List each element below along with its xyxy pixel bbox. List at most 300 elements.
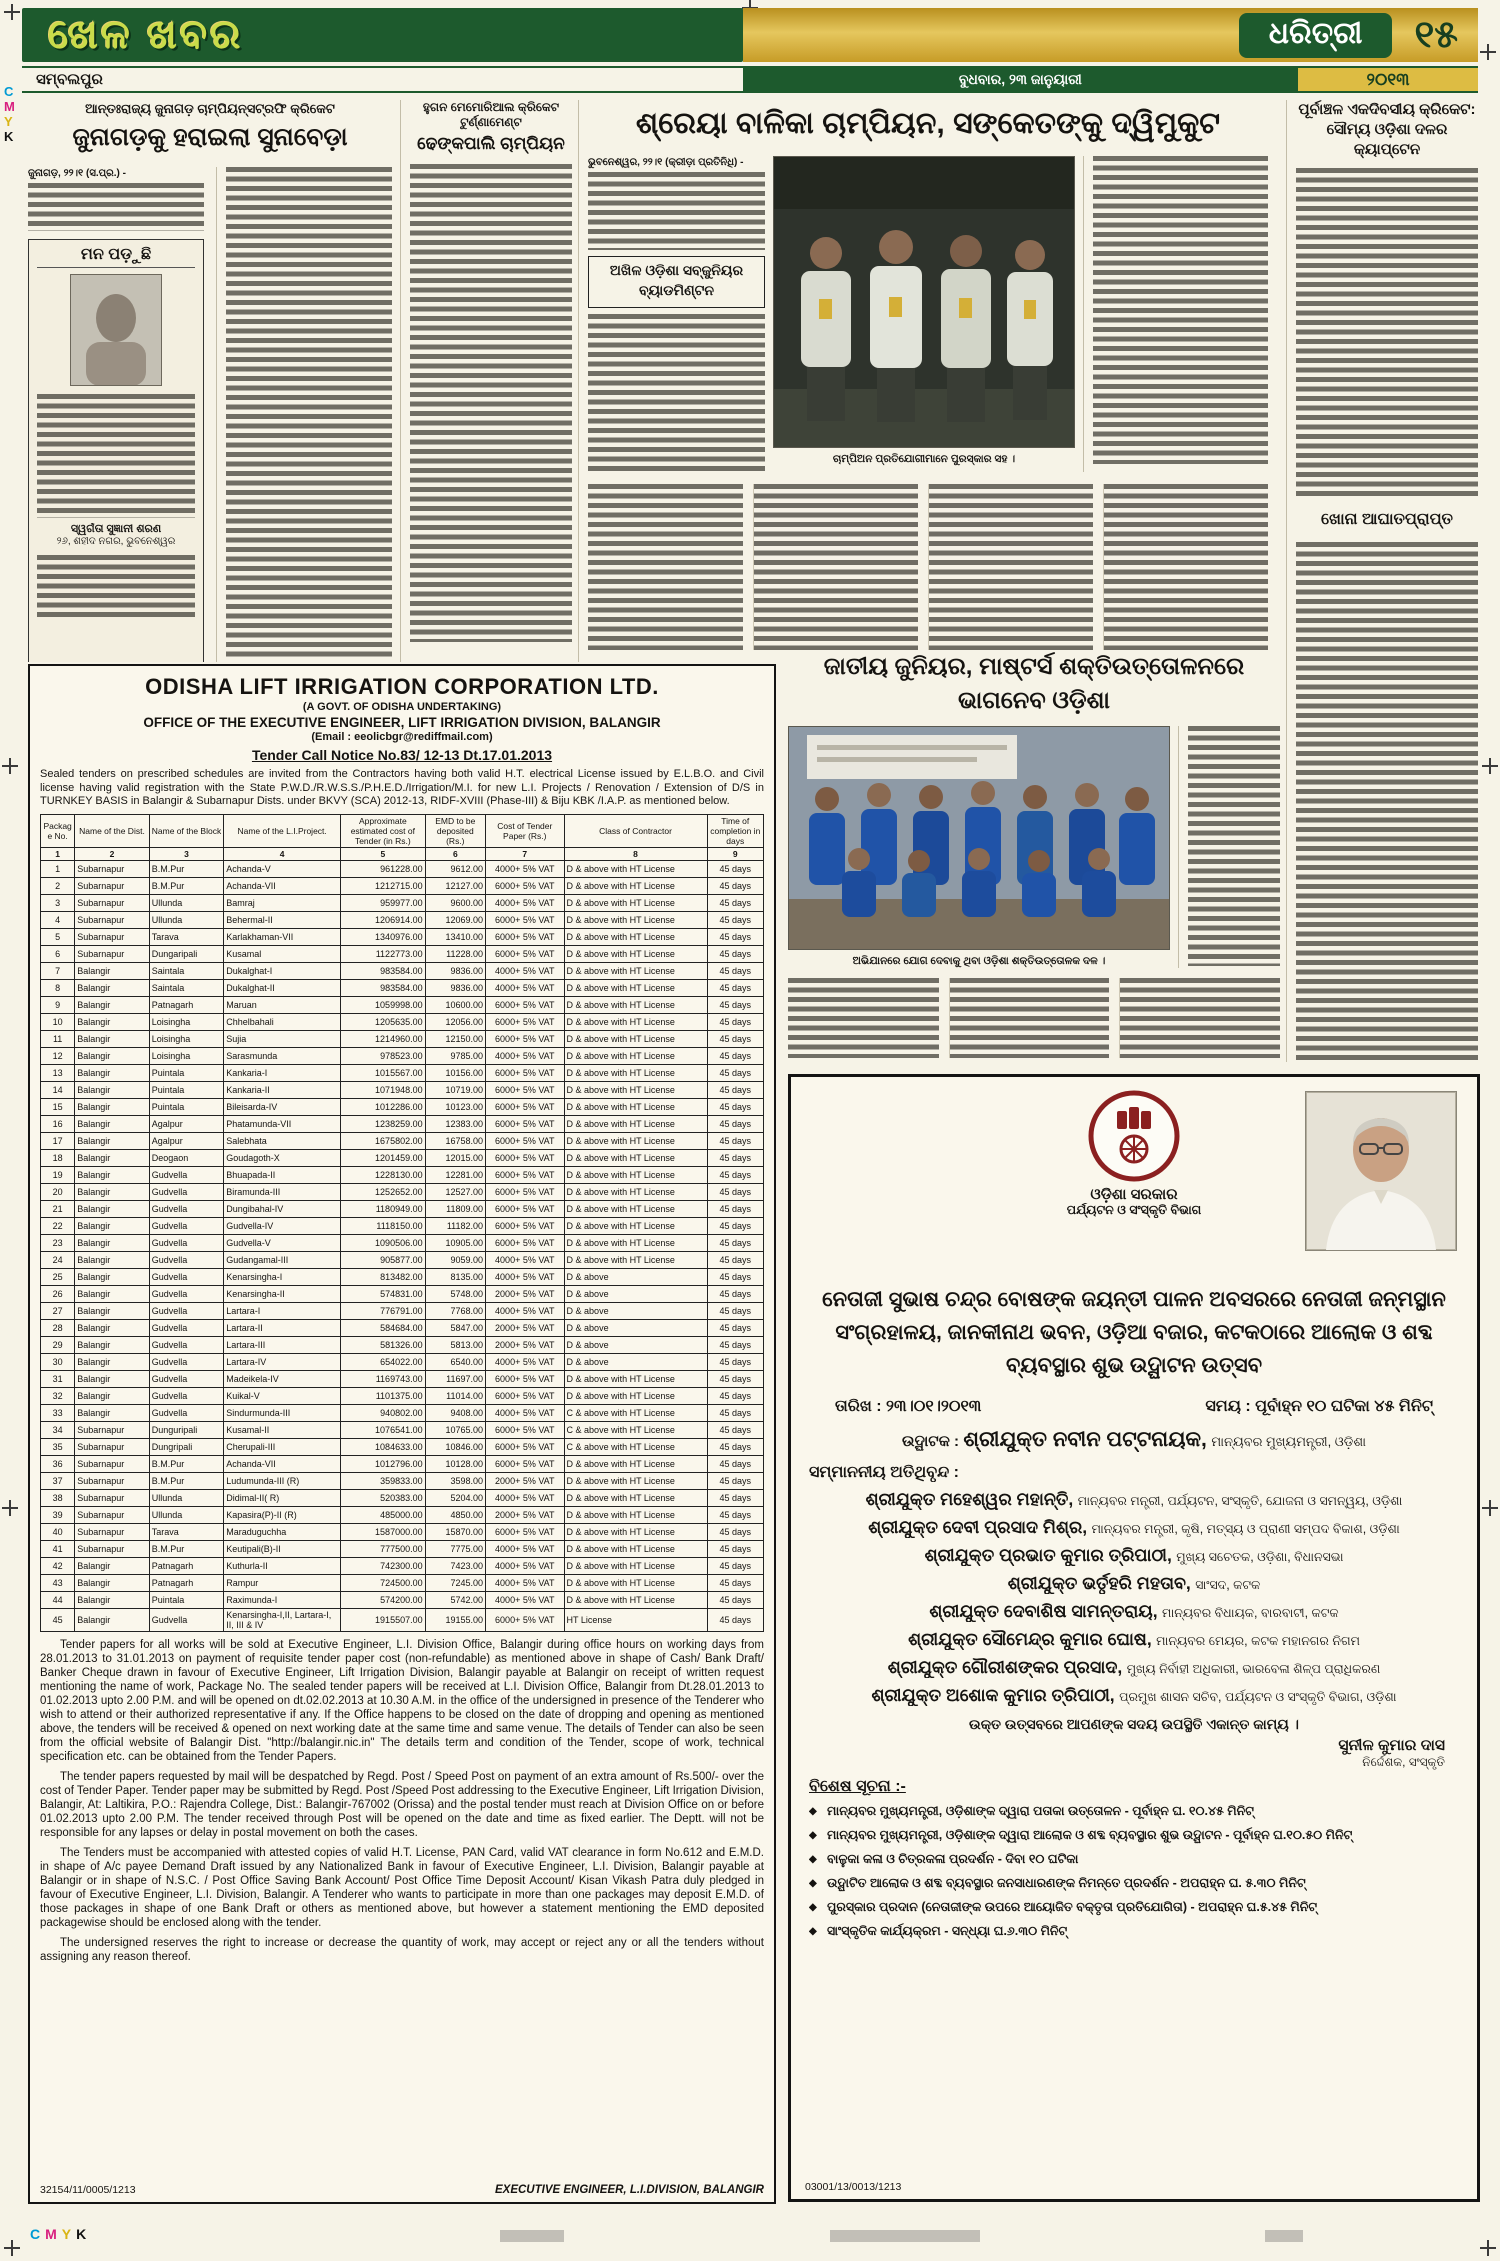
cell-district: Balangir xyxy=(75,1387,150,1404)
body-text-block xyxy=(37,394,195,518)
cell-district: Balangir xyxy=(75,1030,150,1047)
cell-package-no: 25 xyxy=(41,1268,75,1285)
cell-completion-time: 45 days xyxy=(707,1523,763,1540)
tender-table-row xyxy=(41,860,764,877)
tender-table-row xyxy=(41,1115,764,1132)
cell-tender-paper-cost: 6000+ 5% VAT xyxy=(486,1064,565,1081)
article-kicker: ପୂର୍ବାଞ୍ଚଳ ଏକଦିବସୀୟ କ୍ରିକେଟ: ସୌମ୍ୟ ଓଡ଼ିଶା ଦଳର କ୍ୟାପ୍ଟେନ xyxy=(1298,101,1476,158)
guest-title: ମୁଖ୍ୟ ସଚେତକ, ଓଡ଼ିଶା, ବିଧାନସଭା xyxy=(1176,1550,1344,1564)
cell-package-no: 10 xyxy=(41,1013,75,1030)
cell-emd: 10905.00 xyxy=(425,1234,485,1251)
cell-tender-paper-cost: 4000+ 5% VAT xyxy=(486,860,565,877)
cmyk-c-letter: C xyxy=(30,2226,44,2242)
cell-district: Balangir xyxy=(75,1285,150,1302)
cell-block: B.M.Pur xyxy=(149,1540,224,1557)
cell-project: Ludumunda-III (R) xyxy=(224,1472,341,1489)
cell-project: Kenarsingha-I,II, Lartara-I, II, III & IV xyxy=(224,1608,341,1631)
guest-title: ମାନ୍ୟବର ମନ୍ତ୍ରୀ, ପର୍ଯ୍ୟଟନ, ସଂସ୍କୃତି, ଯୋଜନା ଓ ସମନ୍ୱୟ, ଓଡ଼ିଶା xyxy=(1077,1494,1403,1508)
cell-tender-paper-cost: 4000+ 5% VAT xyxy=(486,1557,565,1574)
cell-block: Agalpur xyxy=(149,1115,224,1132)
powerlifting-photo xyxy=(788,726,1170,950)
tender-signature: EXECUTIVE ENGINEER, L.I.DIVISION, BALANGIR xyxy=(494,2184,764,2196)
cell-tender-paper-cost: 2000+ 5% VAT xyxy=(486,1319,565,1336)
cell-contractor-class: D & above xyxy=(564,1285,707,1302)
article-purvanchal-cricket xyxy=(1286,100,1478,1062)
cell-project: Biramunda-III xyxy=(224,1183,341,1200)
cell-contractor-class: D & above with HT License xyxy=(564,979,707,996)
tender-table-header-cell: Class of Contractor xyxy=(564,814,707,847)
cell-package-no: 39 xyxy=(41,1506,75,1523)
cell-contractor-class: D & above with HT License xyxy=(564,1234,707,1251)
body-text-block xyxy=(226,167,392,659)
ad-signatory xyxy=(809,1737,1459,1770)
cell-contractor-class: D & above with HT License xyxy=(564,860,707,877)
tender-table-header-row xyxy=(41,814,764,847)
cell-tender-paper-cost: 6000+ 5% VAT xyxy=(486,1030,565,1047)
cell-emd: 5748.00 xyxy=(425,1285,485,1302)
tender-table-number-cell: 2 xyxy=(75,847,150,860)
cell-contractor-class: D & above with HT License xyxy=(564,1013,707,1030)
cell-estimated-cost: 978523.00 xyxy=(341,1047,426,1064)
cell-completion-time: 45 days xyxy=(707,1149,763,1166)
tender-notice xyxy=(28,664,776,2204)
cell-completion-time: 45 days xyxy=(707,1234,763,1251)
cell-contractor-class: D & above with HT License xyxy=(564,1149,707,1166)
cell-tender-paper-cost: 6000+ 5% VAT xyxy=(486,1013,565,1030)
registration-mark-icon xyxy=(1482,1500,1498,1516)
cell-estimated-cost: 520383.00 xyxy=(341,1489,426,1506)
cell-project: Sindurmunda-III xyxy=(224,1404,341,1421)
cell-emd: 10765.00 xyxy=(425,1421,485,1438)
cell-block: Loisingha xyxy=(149,1047,224,1064)
cell-tender-paper-cost: 6000+ 5% VAT xyxy=(486,1098,565,1115)
guest-name: ଶ୍ରୀଯୁକ୍ତ ପ୍ରଭାତ କୁମାର ତ୍ରିପାଠୀ, xyxy=(924,1545,1172,1565)
cell-package-no: 23 xyxy=(41,1234,75,1251)
cell-package-no: 42 xyxy=(41,1557,75,1574)
cell-district: Subarnapur xyxy=(75,1506,150,1523)
cell-project: Achanda-VII xyxy=(224,1455,341,1472)
cell-emd: 13410.00 xyxy=(425,928,485,945)
cell-completion-time: 45 days xyxy=(707,1404,763,1421)
cell-contractor-class: D & above with HT License xyxy=(564,928,707,945)
cell-estimated-cost: 742300.00 xyxy=(341,1557,426,1574)
tender-table-number-cell: 4 xyxy=(224,847,341,860)
tender-paragraph: Tender papers for all works will be sold at Executive Engineer, L.I. Division Office, Balangir during office hours on working days from 28.01.2013 to 31.01.2013 on payment of requisite tender paper cost (non-refundable) as mentioned above in shape of Cash/ Bank Draft/ Banker Cheque drawn in favour of Executive Engineer, Lift Irrigation Division, Balangir payable at Balangir on receipt of written request mentioning the name of work, Package No. The sealed tender papers will be received at L.I. Division Office, Balangir from Dt.28.01.2013 to 01.02.2013 upto 2.00 P.M. and will be opened on dt.02.02.2013 at 10.30 A.M. in the office of the undersigned in presence of the Tenderer who wish to attend or their authorized representative if any. If the Office happens to be closed on the date of dropping and opening as mentioned above, the tenders will be received & opened on next working date at the same time and same venue. The details of Tender can also be seen from the official website of Balangir Dist. "http://balangir.nic.in" The details term and condition of the Tender, scope of work, technical specification etc. can be obtained from the Tender Papers. xyxy=(40,1638,764,1763)
cell-package-no: 13 xyxy=(41,1064,75,1081)
cell-contractor-class: D & above with HT License xyxy=(564,1591,707,1608)
guest-list xyxy=(809,1489,1459,1706)
cell-contractor-class: D & above xyxy=(564,1353,707,1370)
cell-district: Balangir xyxy=(75,996,150,1013)
cell-emd: 10123.00 xyxy=(425,1098,485,1115)
cell-tender-paper-cost: 4000+ 5% VAT xyxy=(486,1540,565,1557)
cell-block: Loisingha xyxy=(149,1013,224,1030)
cell-estimated-cost: 983584.00 xyxy=(341,962,426,979)
cell-completion-time: 45 days xyxy=(707,1455,763,1472)
cell-estimated-cost: 1201459.00 xyxy=(341,1149,426,1166)
cell-emd: 9600.00 xyxy=(425,894,485,911)
cell-completion-time: 45 days xyxy=(707,1200,763,1217)
cell-block: Loisingha xyxy=(149,1030,224,1047)
cell-project: Bamraj xyxy=(224,894,341,911)
cell-emd: 12527.00 xyxy=(425,1183,485,1200)
cell-completion-time: 45 days xyxy=(707,979,763,996)
cell-package-no: 7 xyxy=(41,962,75,979)
cell-estimated-cost: 581326.00 xyxy=(341,1336,426,1353)
cell-package-no: 8 xyxy=(41,979,75,996)
tender-paragraph: The Tenders must be accompanied with attested copies of valid H.T. License, PAN Card, valid VAT clearance in form No.612 and E.M.D. in shape of A/c payee Demand Draft issued by any Nationalized Bank in favour of Executive Engineer, L.I. Division, Balangir payable at Balangir or in shape of N.S.C. / Post Office Saving Bank Account/ Post Office Time Deposit Account/ Kisan Vikash Patra duly pledged in favour of Executive Engineer, L.I. Division, Balangir. A Tenderer who wants to participate in more than one packages may deposit E.M.D. of those packages in shape of one Bank Draft or others as mentioned above, but however a statement mentioning the EMD deposited packagewise should be enclosed along with the tender. xyxy=(40,1846,764,1929)
cell-completion-time: 45 days xyxy=(707,1421,763,1438)
cell-completion-time: 45 days xyxy=(707,1013,763,1030)
cell-project: Lartara-III xyxy=(224,1336,341,1353)
cell-block: Dungaripali xyxy=(149,945,224,962)
cell-package-no: 11 xyxy=(41,1030,75,1047)
cell-block: B.M.Pur xyxy=(149,1455,224,1472)
cell-package-no: 45 xyxy=(41,1608,75,1631)
notice-item: ◆ ପୁରସ୍କାର ପ୍ରଦାନ (ନେତାଜୀଙ୍କ ଉପରେ ଆୟୋଜିତ ବକ୍ତୃତା ପ୍ରତିଯୋଗିତା) - ଅପରାହ୍ନ ଘ.୫.୪୫ ମିନିଟ୍ xyxy=(809,1898,1459,1916)
body-text-block xyxy=(410,164,572,642)
cell-contractor-class: D & above with HT License xyxy=(564,1115,707,1132)
cell-package-no: 1 xyxy=(41,860,75,877)
cell-emd: 11014.00 xyxy=(425,1387,485,1404)
tender-table-row xyxy=(41,1387,764,1404)
cell-project: Raximunda-I xyxy=(224,1591,341,1608)
tender-table-row xyxy=(41,877,764,894)
memoriam-address: ୨୬, ଶହୀଦ ନଗର, ଭୁବନେଶ୍ୱର xyxy=(56,536,176,547)
cell-emd: 5813.00 xyxy=(425,1336,485,1353)
cell-emd: 7245.00 xyxy=(425,1574,485,1591)
tender-table-row xyxy=(41,1302,764,1319)
tender-table-row xyxy=(41,1574,764,1591)
cmyk-y-letter: Y xyxy=(61,2226,75,2242)
tender-table-number-cell: 8 xyxy=(564,847,707,860)
tender-table-number-cell: 3 xyxy=(149,847,224,860)
tender-table-row xyxy=(41,1149,764,1166)
cell-package-no: 38 xyxy=(41,1489,75,1506)
cell-completion-time: 45 days xyxy=(707,1064,763,1081)
cell-district: Subarnapur xyxy=(75,928,150,945)
cell-contractor-class: D & above with HT License xyxy=(564,1574,707,1591)
cell-package-no: 33 xyxy=(41,1404,75,1421)
notice-item: ◆ ଉଦ୍ଘାଟିତ ଆଲୋକ ଓ ଶବ୍ଦ ବ୍ୟବସ୍ଥାର ଜନସାଧାରଣଙ୍କ ନିମନ୍ତେ ପ୍ରଦର୍ଶନ - ଅପରାହ୍ନ ଘ. ୫.୩୦ ମିନିଟ୍ xyxy=(809,1874,1459,1892)
cell-completion-time: 45 days xyxy=(707,1608,763,1631)
cell-district: Balangir xyxy=(75,1166,150,1183)
cell-emd: 7775.00 xyxy=(425,1540,485,1557)
cell-package-no: 43 xyxy=(41,1574,75,1591)
body-text-block xyxy=(949,978,1110,1058)
cell-project: Lartara-I xyxy=(224,1302,341,1319)
cell-block: Gudvella xyxy=(149,1234,224,1251)
body-text-block xyxy=(1119,978,1280,1058)
cell-project: Achanda-V xyxy=(224,860,341,877)
cell-district: Subarnapur xyxy=(75,945,150,962)
cell-emd: 19155.00 xyxy=(425,1608,485,1631)
print-cmyk-vertical xyxy=(4,84,15,144)
cell-package-no: 31 xyxy=(41,1370,75,1387)
cell-emd: 9836.00 xyxy=(425,962,485,979)
cell-emd: 6540.00 xyxy=(425,1353,485,1370)
badminton-photo xyxy=(773,156,1075,448)
cell-emd: 10719.00 xyxy=(425,1081,485,1098)
cell-block: Gudvella xyxy=(149,1319,224,1336)
body-text-block xyxy=(753,484,918,650)
cell-tender-paper-cost: 6000+ 5% VAT xyxy=(486,1200,565,1217)
photo-caption: ଅଭିଯାନରେ ଯୋଗ ଦେବାକୁ ଥିବା ଓଡ଼ିଶା ଶକ୍ତିଉତ୍ତୋଳକ ଦଳ । xyxy=(852,955,1106,967)
guests-heading: ସମ୍ମାନନୀୟ ଅତିଥିବୃନ୍ଦ : xyxy=(809,1464,959,1481)
cell-block: Puintala xyxy=(149,1591,224,1608)
guest-title: ମାନ୍ୟବର ମେୟର, କଟକ ମହାନଗର ନିଗମ xyxy=(1156,1634,1360,1648)
cell-project: Maraduguchha xyxy=(224,1523,341,1540)
article-kicker: ଆନ୍ତଃରାଜ୍ୟ ଜୁନାଗଡ଼ ଚାମ୍ପିୟନ୍ସଟ୍ରଫି କ୍ରିକେଟ xyxy=(85,101,335,116)
cell-completion-time: 45 days xyxy=(707,1489,763,1506)
cell-emd: 12127.00 xyxy=(425,877,485,894)
guest-line xyxy=(809,1573,1459,1594)
cell-contractor-class: D & above with HT License xyxy=(564,1472,707,1489)
cell-contractor-class: D & above with HT License xyxy=(564,1540,707,1557)
cell-estimated-cost: 1012286.00 xyxy=(341,1098,426,1115)
cell-tender-paper-cost: 4000+ 5% VAT xyxy=(486,1574,565,1591)
tender-table-header-cell: Name of the Dist. xyxy=(75,814,150,847)
tender-table-row xyxy=(41,1166,764,1183)
cell-contractor-class: D & above with HT License xyxy=(564,1387,707,1404)
body-text-block xyxy=(37,555,195,621)
cell-block: Gudvella xyxy=(149,1404,224,1421)
cell-completion-time: 45 days xyxy=(707,1370,763,1387)
tender-paragraph: The undersigned reserves the right to increase or decrease the quantity of work, may accept or reject any or all the tenders without assigning any reason thereof. xyxy=(40,1936,764,1963)
memoriam-photo-wrap xyxy=(37,274,195,386)
cell-contractor-class: D & above xyxy=(564,1336,707,1353)
cell-district: Subarnapur xyxy=(75,860,150,877)
guest-title: ମୁଖ୍ୟ ନିର୍ବାହୀ ଅଧିକାରୀ, ଭାରବେଳା ଶିଳ୍ପ ପ୍ରାଧିକରଣ xyxy=(1126,1662,1381,1676)
tender-table-row xyxy=(41,1200,764,1217)
ad-inaugurator-line xyxy=(809,1428,1459,1452)
tender-table-row xyxy=(41,1132,764,1149)
body-text-block xyxy=(788,978,939,1058)
cell-contractor-class: D & above with HT License xyxy=(564,945,707,962)
cell-block: Dungripali xyxy=(149,1438,224,1455)
badminton-photo-column xyxy=(773,156,1075,472)
tender-table-number-cell: 5 xyxy=(341,847,426,860)
cell-tender-paper-cost: 4000+ 5% VAT xyxy=(486,1489,565,1506)
notice-item: ◆ ସାଂସ୍କୃତିକ କାର୍ଯ୍ୟକ୍ରମ - ସନ୍ଧ୍ୟା ଘ.୬.୩୦ ମିନିଟ୍ xyxy=(809,1922,1459,1940)
cell-block: Agalpur xyxy=(149,1132,224,1149)
cell-tender-paper-cost: 6000+ 5% VAT xyxy=(486,1166,565,1183)
cell-district: Balangir xyxy=(75,1591,150,1608)
cell-district: Balangir xyxy=(75,1574,150,1591)
signatory-title: ନିର୍ଦ୍ଦେଶକ, ସଂସ୍କୃତି xyxy=(1362,1755,1445,1769)
cell-emd: 12056.00 xyxy=(425,1013,485,1030)
tender-table-row xyxy=(41,1336,764,1353)
cell-package-no: 18 xyxy=(41,1149,75,1166)
cell-contractor-class: D & above with HT License xyxy=(564,911,707,928)
government-advertisement xyxy=(788,1074,1480,2202)
cell-block: Gudvella xyxy=(149,1353,224,1370)
cell-completion-time: 45 days xyxy=(707,1387,763,1404)
cell-district: Balangir xyxy=(75,1353,150,1370)
cell-block: Gudvella xyxy=(149,1217,224,1234)
cell-contractor-class: D & above with HT License xyxy=(564,1064,707,1081)
govt-name: ଓଡ଼ିଶା ସରକାର xyxy=(1090,1186,1178,1203)
powerlifting-team-photo xyxy=(789,727,1169,949)
cell-project: Keutipali(B)-II xyxy=(224,1540,341,1557)
cell-project: Didimal-II( R) xyxy=(224,1489,341,1506)
tender-table-number-row xyxy=(41,847,764,860)
cell-package-no: 22 xyxy=(41,1217,75,1234)
badminton-champions-photo xyxy=(774,157,1074,447)
tender-table-row xyxy=(41,1251,764,1268)
ad-reference-code: 03001/13/0013/1213 xyxy=(805,2181,902,2193)
cell-block: Gudvella xyxy=(149,1387,224,1404)
memoriam-box xyxy=(28,239,204,662)
cell-package-no: 2 xyxy=(41,877,75,894)
inaugurator-prefix: ଉଦ୍ଘାଟକ : xyxy=(901,1433,959,1450)
cell-district: Subarnapur xyxy=(75,877,150,894)
cell-district: Subarnapur xyxy=(75,1523,150,1540)
body-text-block xyxy=(928,484,1093,650)
cell-contractor-class: D & above with HT License xyxy=(564,1455,707,1472)
cell-district: Balangir xyxy=(75,1608,150,1631)
cell-estimated-cost: 1214960.00 xyxy=(341,1030,426,1047)
cell-tender-paper-cost: 4000+ 5% VAT xyxy=(486,979,565,996)
cell-project: Bileisarda-IV xyxy=(224,1098,341,1115)
tender-table-row xyxy=(41,1268,764,1285)
cell-contractor-class: D & above with HT License xyxy=(564,1132,707,1149)
cell-block: Ullunda xyxy=(149,1489,224,1506)
cell-package-no: 27 xyxy=(41,1302,75,1319)
tender-table-row xyxy=(41,1608,764,1631)
cell-tender-paper-cost: 6000+ 5% VAT xyxy=(486,996,565,1013)
tender-table-header-cell: Name of the Block xyxy=(149,814,224,847)
cell-project: Achanda-VII xyxy=(224,877,341,894)
scan-artifact-bar xyxy=(500,2230,564,2242)
cell-block: Ullunda xyxy=(149,1506,224,1523)
cell-package-no: 17 xyxy=(41,1132,75,1149)
cell-contractor-class: C & above with HT License xyxy=(564,1438,707,1455)
cell-tender-paper-cost: 4000+ 5% VAT xyxy=(486,1251,565,1268)
chief-minister-photo xyxy=(1305,1091,1457,1251)
cell-tender-paper-cost: 4000+ 5% VAT xyxy=(486,1404,565,1421)
cell-package-no: 28 xyxy=(41,1319,75,1336)
tender-table-row xyxy=(41,1285,764,1302)
edition-year: ୨୦୧୩ xyxy=(1298,68,1478,91)
cell-estimated-cost: 1238259.00 xyxy=(341,1115,426,1132)
tender-table-number-cell: 6 xyxy=(425,847,485,860)
memoriam-portrait-photo xyxy=(70,274,162,386)
cell-estimated-cost: 1071948.00 xyxy=(341,1081,426,1098)
tender-table-row xyxy=(41,1540,764,1557)
tender-table-row xyxy=(41,1047,764,1064)
cell-completion-time: 45 days xyxy=(707,877,763,894)
cell-emd: 12281.00 xyxy=(425,1166,485,1183)
cell-package-no: 16 xyxy=(41,1115,75,1132)
cell-estimated-cost: 1228130.00 xyxy=(341,1166,426,1183)
cell-block: Gudvella xyxy=(149,1370,224,1387)
cell-contractor-class: D & above with HT License xyxy=(564,1047,707,1064)
tender-table-row xyxy=(41,1370,764,1387)
signatory-name: ସୁନୀଳ କୁମାର ଦାସ xyxy=(1338,1737,1445,1754)
article-subhead-box: ଅଖିଳ ଓଡ଼ିଶା ସବ୍‌ଜୁନିୟର ବ୍ୟାଡମିଣ୍ଟନ xyxy=(588,256,765,308)
cell-emd: 10128.00 xyxy=(425,1455,485,1472)
cell-emd: 10600.00 xyxy=(425,996,485,1013)
tender-footer xyxy=(40,2176,764,2196)
article-dateline: ଭୁବନେଶ୍ୱର, ୨୨।୧ (କ୍ରୀଡ଼ା ପ୍ରତିନିଧି) - xyxy=(588,157,744,168)
cell-emd: 11182.00 xyxy=(425,1217,485,1234)
cell-emd: 5847.00 xyxy=(425,1319,485,1336)
cell-estimated-cost: 1212715.00 xyxy=(341,877,426,894)
tender-table-row xyxy=(41,1591,764,1608)
body-text-block xyxy=(28,183,204,231)
cell-contractor-class: HT License xyxy=(564,1608,707,1631)
guest-line xyxy=(809,1629,1459,1650)
cell-district: Balangir xyxy=(75,1115,150,1132)
registration-mark-icon xyxy=(1480,44,1496,60)
cmyk-y-letter: Y xyxy=(4,114,13,129)
cell-completion-time: 45 days xyxy=(707,1047,763,1064)
tender-table-row xyxy=(41,1319,764,1336)
registration-mark-icon xyxy=(1480,2240,1496,2256)
cell-package-no: 14 xyxy=(41,1081,75,1098)
cell-tender-paper-cost: 4000+ 5% VAT xyxy=(486,1353,565,1370)
cell-estimated-cost: 1059998.00 xyxy=(341,996,426,1013)
cell-block: Gudvella xyxy=(149,1183,224,1200)
cell-emd: 12383.00 xyxy=(425,1115,485,1132)
masthead-brand-panel xyxy=(743,8,1478,62)
cell-estimated-cost: 1205635.00 xyxy=(341,1013,426,1030)
print-cmyk-horizontal xyxy=(30,2226,89,2242)
cell-contractor-class: C & above with HT License xyxy=(564,1404,707,1421)
cell-completion-time: 45 days xyxy=(707,1030,763,1047)
cell-district: Subarnapur xyxy=(75,1489,150,1506)
odisha-government-emblem-icon xyxy=(1087,1089,1181,1183)
guest-name: ଶ୍ରୀଯୁକ୍ତ ସୌମେନ୍ଦ୍ର କୁମାର ଘୋଷ, xyxy=(908,1629,1152,1649)
cell-project: Dukalghat-I xyxy=(224,962,341,979)
cell-block: B.M.Pur xyxy=(149,877,224,894)
registration-mark-icon xyxy=(2,1500,18,1516)
cell-block: Gudvella xyxy=(149,1285,224,1302)
cell-completion-time: 45 days xyxy=(707,945,763,962)
registration-mark-icon xyxy=(2,758,18,774)
guest-name: ଶ୍ରୀଯୁକ୍ତ ଦେବାଶିଷ ସାମନ୍ତରାୟ, xyxy=(929,1601,1158,1621)
guest-line xyxy=(809,1489,1459,1510)
tender-table-row xyxy=(41,1234,764,1251)
cell-emd: 9408.00 xyxy=(425,1404,485,1421)
cell-district: Balangir xyxy=(75,1336,150,1353)
cell-estimated-cost: 1180949.00 xyxy=(341,1200,426,1217)
article-headline: ଢେଙ୍କପାଲି ଚାମ୍ପିୟନ xyxy=(417,134,565,153)
cell-completion-time: 45 days xyxy=(707,1166,763,1183)
cell-contractor-class: D & above with HT License xyxy=(564,1217,707,1234)
cell-completion-time: 45 days xyxy=(707,1251,763,1268)
cell-project: Gudvella-IV xyxy=(224,1217,341,1234)
tender-table-row xyxy=(41,979,764,996)
tender-table-header-cell: Approximate estimated cost of Tender (in Rs.) xyxy=(341,814,426,847)
cell-tender-paper-cost: 2000+ 5% VAT xyxy=(486,1285,565,1302)
cell-tender-paper-cost: 6000+ 5% VAT xyxy=(486,1217,565,1234)
cell-estimated-cost: 777500.00 xyxy=(341,1540,426,1557)
cell-block: Puintala xyxy=(149,1064,224,1081)
ad-time: ସମୟ : ପୂର୍ବାହ୍ନ ୧୦ ଘଟିକା ୪୫ ମିନିଟ୍ xyxy=(1205,1398,1433,1415)
tender-organization: ODISHA LIFT IRRIGATION CORPORATION LTD. xyxy=(145,674,659,699)
cell-package-no: 35 xyxy=(41,1438,75,1455)
cell-tender-paper-cost: 2000+ 5% VAT xyxy=(486,1336,565,1353)
cell-emd: 11697.00 xyxy=(425,1370,485,1387)
ad-header-row xyxy=(809,1089,1459,1261)
cell-emd: 8135.00 xyxy=(425,1268,485,1285)
cell-tender-paper-cost: 6000+ 5% VAT xyxy=(486,1115,565,1132)
cell-block: Ullunda xyxy=(149,894,224,911)
article-dhenkpali xyxy=(400,100,572,662)
tender-table-number-cell: 1 xyxy=(41,847,75,860)
